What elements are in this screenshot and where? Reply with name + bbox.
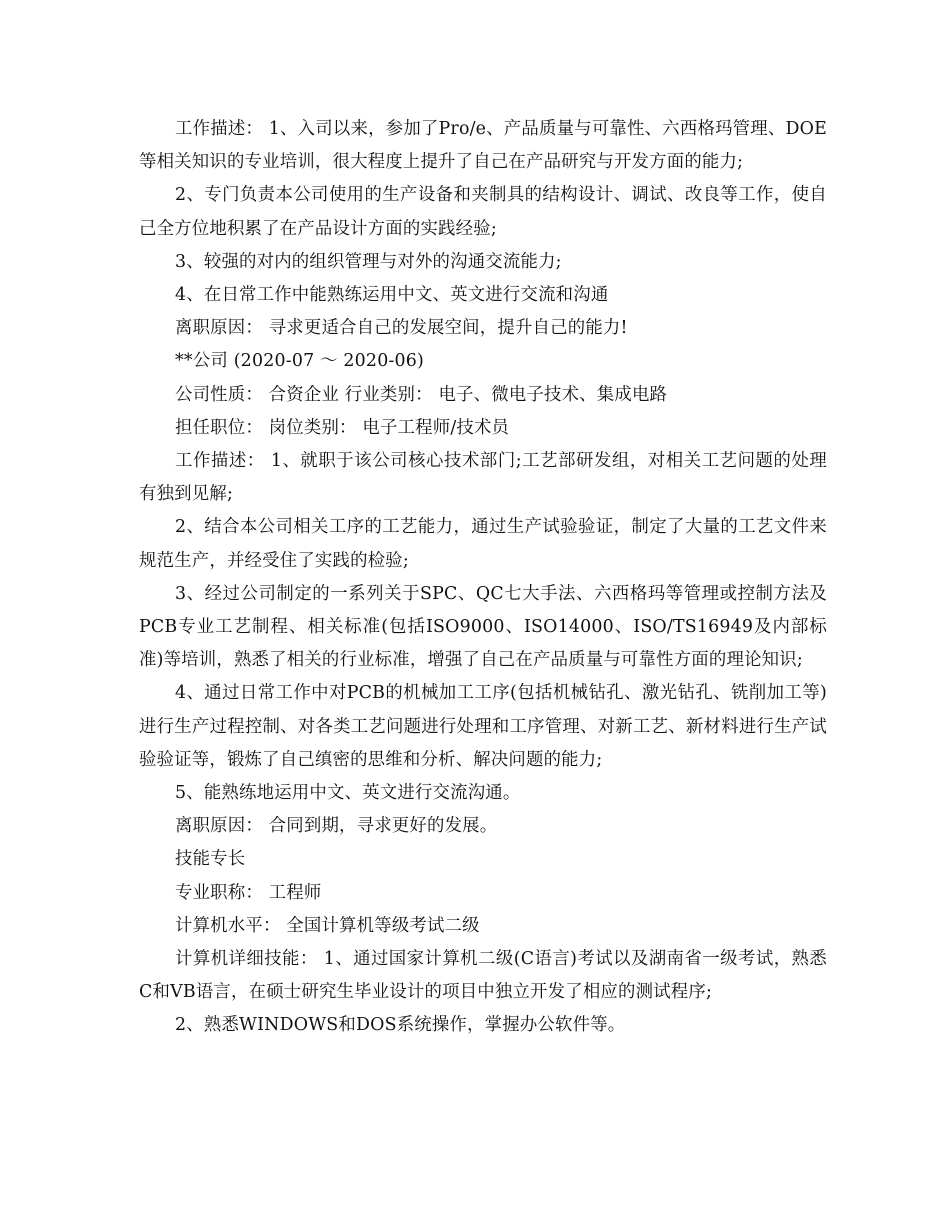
- paragraph-computer-level: 计算机水平： 全国计算机等级考试二级: [175, 915, 480, 936]
- paragraph-computer-skills-2: 2、熟悉WINDOWS和DOS系统操作，掌握办公软件等。: [175, 1015, 626, 1036]
- document-body: [139, 113, 827, 1043]
- paragraph-computer-skills: 计算机详细技能： 1、通过国家计算机二级(C语言)考试以及湖南省一级考试，熟悉C和VB语言，在硕士研究生毕业设计的项目中独立开发了相应的测试程序;: [139, 949, 827, 1003]
- paragraph-company-period: **公司 (2020-07 ～ 2020-06): [175, 351, 425, 372]
- paragraph-leave-reason-2: 离职原因： 合同到期，寻求更好的发展。: [175, 816, 498, 837]
- paragraph-item-2b: 2、结合本公司相关工序的工艺能力，通过生产试验验证，制定了大量的工艺文件来规范生产，并经受住了实践的检验;: [139, 517, 827, 571]
- paragraph-company-nature: 公司性质： 合资企业 行业类别： 电子、微电子技术、集成电路: [175, 384, 668, 405]
- paragraph-item-3b: 3、经过公司制定的一系列关于SPC、QC七大手法、六西格玛等管理或控制方法及PCB专业工艺制程、相关标准(包括ISO9000、ISO14000、ISO/TS16949及内部标准)等培训，熟悉了相关的行业标准，增强了自己在产品质量与可靠性方面的理论知识;: [139, 583, 827, 671]
- paragraph-professional-title: 专业职称： 工程师: [175, 882, 322, 903]
- section-heading-skills: 技能专长: [175, 849, 246, 870]
- paragraph-work-description-2: 工作描述： 1、就职于该公司核心技术部门;工艺部研发组，对相关工艺问题的处理有独到见解;: [139, 451, 827, 505]
- paragraph-item-4b: 4、通过日常工作中对PCB的机械加工工序(包括机械钻孔、激光钻孔、铣削加工等)进行生产过程控制、对各类工艺问题进行处理和工序管理、对新工艺、新材料进行生产试验验证等，锻炼了自己缜密的思维和分析、解决问题的能力;: [139, 683, 827, 770]
- paragraph-item-5b: 5、能熟练地运用中文、英文进行交流沟通。: [175, 783, 521, 804]
- paragraph-item-4: 4、在日常工作中能熟练运用中文、英文进行交流和沟通: [175, 285, 609, 306]
- paragraph-position: 担任职位： 岗位类别： 电子工程师/技术员: [175, 417, 510, 438]
- paragraph-item-3: 3、较强的对内的组织管理与对外的沟通交流能力;: [175, 251, 562, 272]
- paragraph-work-description-1: 工作描述： 1、入司以来，参加了Pro/e、产品质量与可靠性、六西格玛管理、DOE等相关知识的专业培训，很大程度上提升了自己在产品研究与开发方面的能力;: [139, 119, 827, 173]
- paragraph-item-2: 2、专门负责本公司使用的生产设备和夹制具的结构设计、调试、改良等工作，使自己全方位地积累了在产品设计方面的实践经验;: [139, 185, 827, 239]
- paragraph-leave-reason-1: 离职原因： 寻求更适合自己的发展空间，提升自己的能力!: [175, 318, 628, 339]
